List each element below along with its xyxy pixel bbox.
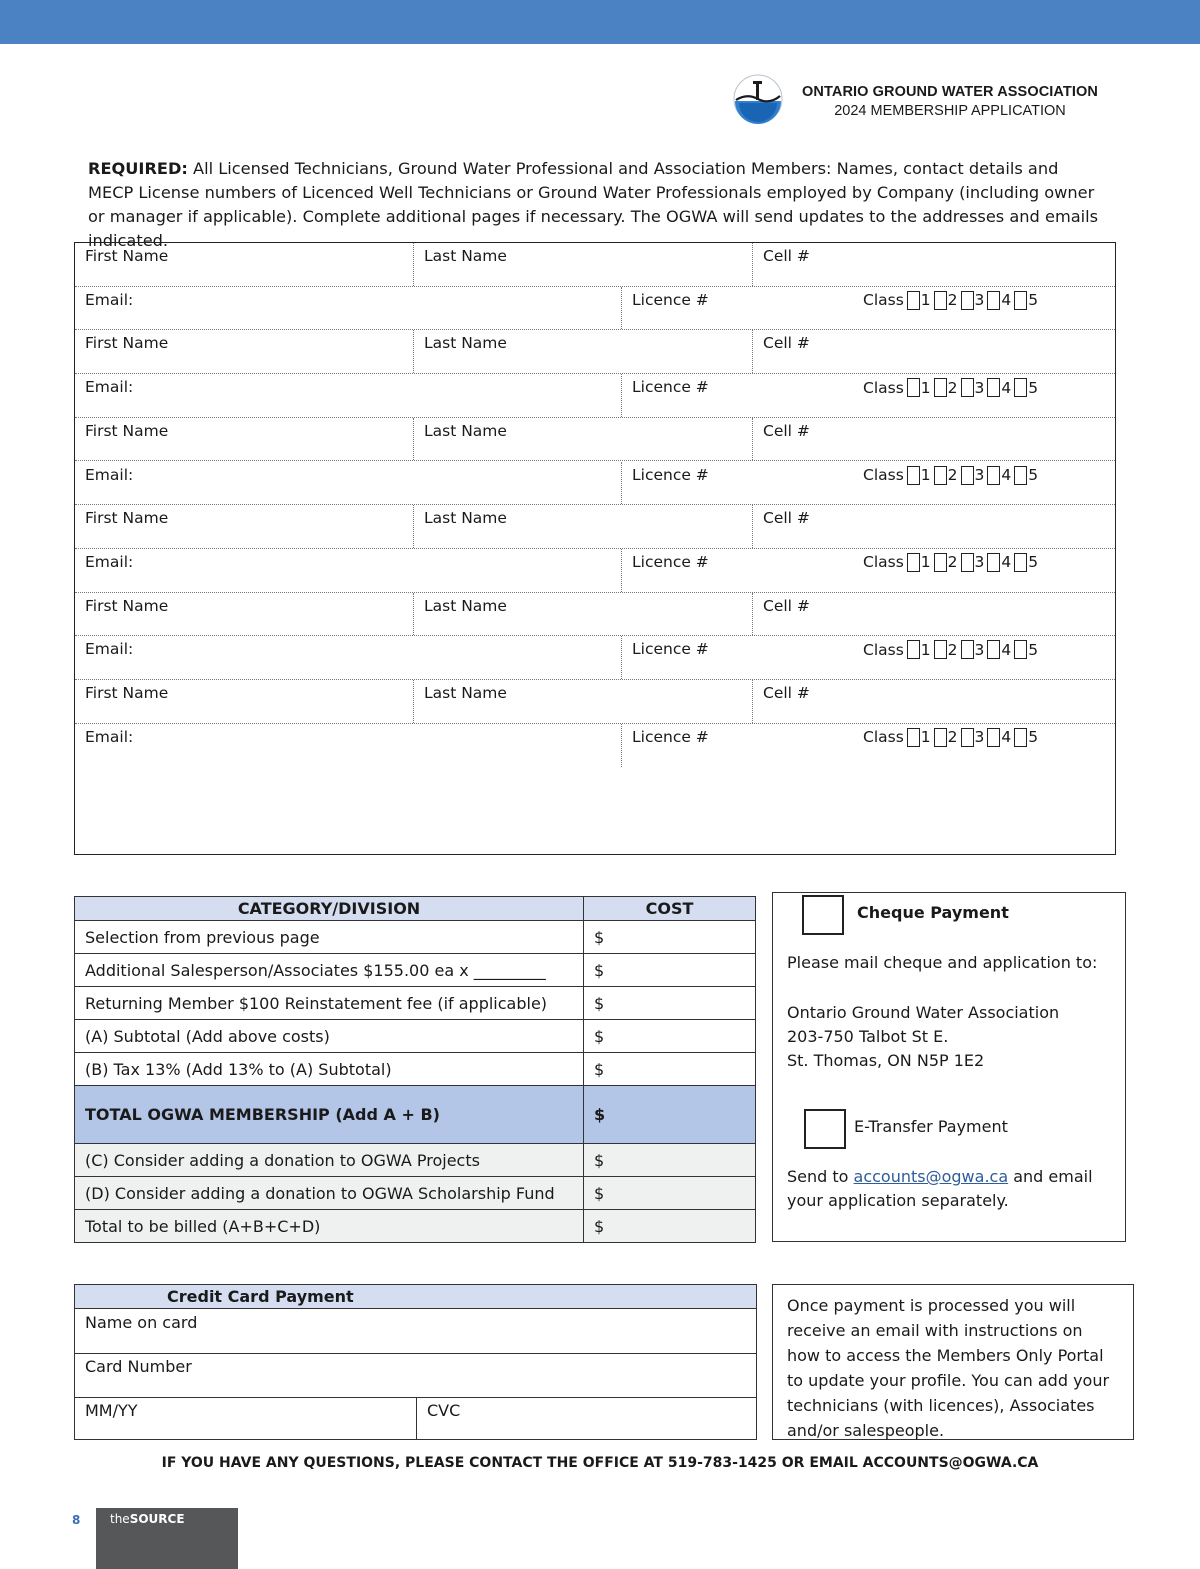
total-membership-row [75, 1086, 756, 1144]
contact-email-row [75, 374, 1115, 418]
address-street: 203-750 Talbot St E. [787, 1027, 949, 1046]
cost-row [75, 954, 756, 987]
cost-row [75, 1053, 756, 1086]
class-checkbox[interactable] [934, 640, 947, 659]
email-field[interactable]: Email: [85, 378, 134, 397]
billed-total-row [75, 1210, 756, 1243]
first-name-field[interactable]: First Name [85, 421, 169, 440]
class-checkbox[interactable] [1014, 728, 1027, 747]
cheque-checkbox[interactable] [802, 895, 844, 935]
contact-name-row [75, 680, 1115, 724]
class-checkbox[interactable] [1014, 640, 1027, 659]
class-option-label: 1 [920, 378, 931, 397]
class-checkbox[interactable] [907, 728, 920, 747]
donation-label: (C) Consider adding a donation to OGWA Projects [75, 1144, 584, 1177]
cost-row [75, 921, 756, 954]
class-option-label: 5 [1028, 378, 1039, 397]
licence-field[interactable]: Licence # [621, 549, 821, 592]
licence-field[interactable]: Licence # [621, 636, 821, 679]
class-option-label: 4 [1001, 728, 1012, 747]
class-option-label: 5 [1028, 466, 1039, 484]
cell-number-field[interactable]: Cell # [752, 418, 1115, 461]
class-option-label: 5 [1028, 640, 1039, 659]
class-option-label: 2 [947, 291, 958, 310]
class-checkbox[interactable] [987, 466, 1000, 485]
class-option-label: 1 [920, 466, 931, 484]
last-name-field[interactable]: Last Name [413, 505, 752, 548]
class-label: Class [863, 553, 904, 572]
cost-row-label: Selection from previous page [75, 921, 584, 954]
first-name-field[interactable]: First Name [85, 247, 169, 265]
mail-instruction: Please mail cheque and application to: [787, 953, 1098, 972]
class-option-label: 3 [974, 728, 985, 747]
cost-input[interactable]: $ [584, 954, 756, 987]
cell-number-field[interactable]: Cell # [752, 330, 1115, 373]
etransfer-checkbox[interactable] [804, 1109, 846, 1149]
donation-row [75, 1144, 756, 1177]
cell-number-field[interactable]: Cell # [752, 593, 1115, 636]
donation-label: (D) Consider adding a donation to OGWA Scholarship Fund [75, 1177, 584, 1210]
class-option-label: 1 [920, 553, 931, 572]
class-checkbox[interactable] [1014, 553, 1027, 572]
credit-card-table [74, 1284, 757, 1440]
contact-name-row [75, 418, 1115, 462]
class-checkbox[interactable] [987, 640, 1000, 659]
class-checkbox[interactable] [907, 553, 920, 572]
class-checkbox[interactable] [987, 378, 1000, 397]
licence-field[interactable]: Licence # [621, 462, 821, 505]
class-checkbox[interactable] [961, 640, 974, 659]
class-selector [863, 553, 1038, 572]
page-number: 8 [72, 1513, 81, 1527]
class-option-label: 3 [974, 553, 985, 572]
cost-input[interactable]: $ [584, 921, 756, 954]
cost-row [75, 987, 756, 1020]
accounts-email-link[interactable]: accounts@ogwa.ca [853, 1167, 1009, 1186]
page-header [733, 72, 1108, 128]
cost-input[interactable]: $ [584, 1020, 756, 1053]
class-option-label: 2 [947, 553, 958, 572]
donation-input[interactable]: $ [584, 1177, 756, 1210]
expiry-field[interactable]: MM/YY [85, 1401, 138, 1420]
send-to-text: Send to [787, 1167, 854, 1186]
application-title: 2024 MEMBERSHIP APPLICATION [834, 103, 1066, 119]
billed-total-label: Total to be billed (A+B+C+D) [75, 1210, 584, 1243]
contact-email-row [75, 724, 1115, 768]
class-option-label: 1 [920, 640, 931, 659]
cost-input[interactable]: $ [584, 1053, 756, 1086]
class-checkbox[interactable] [934, 553, 947, 572]
class-label: Class [863, 378, 904, 397]
class-option-label: 3 [974, 466, 985, 484]
cheque-payment-label: Cheque Payment [857, 903, 1009, 922]
contact-footer: IF YOU HAVE ANY QUESTIONS, PLEASE CONTACT THE OFFICE AT 519-783-1425 OR EMAIL ACCOUNTS@OGWA.CA [161, 1455, 1039, 1471]
category-header: CATEGORY/DIVISION [75, 897, 584, 921]
class-checkbox[interactable] [961, 553, 974, 572]
class-option-label: 3 [974, 291, 985, 310]
etransfer-payment-label: E-Transfer Payment [854, 1117, 1008, 1136]
class-option-label: 5 [1028, 291, 1039, 310]
email-field[interactable]: Email: [85, 552, 134, 571]
cost-table [74, 896, 756, 1243]
cost-input[interactable]: $ [584, 987, 756, 1020]
class-checkbox[interactable] [1014, 466, 1027, 485]
licence-field[interactable]: Licence # [621, 724, 821, 768]
last-name-field[interactable]: Last Name [413, 593, 752, 636]
class-selector [863, 466, 1038, 485]
required-label: REQUIRED: [88, 159, 188, 178]
class-option-label: 4 [1001, 466, 1012, 484]
last-name-field[interactable]: Last Name [413, 680, 752, 723]
cost-header: COST [584, 897, 756, 921]
class-option-label: 1 [920, 728, 931, 747]
class-checkbox[interactable] [934, 291, 947, 310]
cell-number-field[interactable]: Cell # [752, 243, 1115, 286]
contact-email-row [75, 287, 1115, 331]
email-field[interactable]: Email: [85, 640, 134, 659]
class-label: Class [863, 640, 904, 659]
name-on-card-field[interactable]: Name on card [85, 1313, 198, 1332]
class-option-label: 3 [974, 378, 985, 397]
class-checkbox[interactable] [961, 728, 974, 747]
last-name-field[interactable]: Last Name [413, 330, 752, 373]
class-option-label: 4 [1001, 378, 1012, 397]
class-option-label: 2 [947, 728, 958, 747]
class-selector [863, 291, 1038, 310]
class-option-label: 2 [947, 378, 958, 397]
first-name-field[interactable]: First Name [85, 596, 169, 615]
class-checkbox[interactable] [934, 466, 947, 485]
last-name-field[interactable]: Last Name [413, 418, 752, 461]
ogwa-logo-icon [733, 74, 783, 124]
contact-email-row [75, 636, 1115, 680]
class-checkbox[interactable] [907, 640, 920, 659]
address-name: Ontario Ground Water Association [787, 1003, 1060, 1022]
last-name-field[interactable]: Last Name [413, 243, 752, 286]
cost-row-label: (A) Subtotal (Add above costs) [75, 1020, 584, 1053]
contact-name-row [75, 330, 1115, 374]
send-to-line-2: your application separately. [787, 1191, 1009, 1210]
class-checkbox[interactable] [987, 291, 1000, 310]
licence-field[interactable]: Licence # [621, 287, 821, 330]
class-checkbox[interactable] [961, 291, 974, 310]
class-option-label: 5 [1028, 553, 1039, 572]
billed-total-input[interactable]: $ [584, 1210, 756, 1243]
class-checkbox[interactable] [907, 291, 920, 310]
credit-card-title: Credit Card Payment [75, 1285, 756, 1309]
class-option-label: 2 [947, 466, 958, 484]
card-number-field[interactable]: Card Number [85, 1357, 192, 1376]
class-option-label: 4 [1001, 553, 1012, 572]
donation-row [75, 1177, 756, 1210]
header-text [795, 84, 1105, 119]
address-city: St. Thomas, ON N5P 1E2 [787, 1051, 985, 1070]
donation-input[interactable]: $ [584, 1144, 756, 1177]
class-checkbox[interactable] [987, 728, 1000, 747]
email-field[interactable]: Email: [85, 727, 134, 746]
class-checkbox[interactable] [934, 728, 947, 747]
first-name-field[interactable]: First Name [85, 509, 169, 528]
cost-row-label: (B) Tax 13% (Add 13% to (A) Subtotal) [75, 1053, 584, 1086]
first-name-field[interactable]: First Name [85, 334, 169, 353]
intro-text: All Licensed Technicians, Ground Water Professional and Association Members: Names, contact details and MECP License numbers of Licenced Well Technicians or Ground Water Professionals employed by Company (including owner or manager if applicable). Complete additional pages if necessary. The OGWA will send updates to the addresses and emails indicated. [88, 159, 1099, 250]
class-selector [863, 728, 1038, 747]
class-checkbox[interactable] [1014, 291, 1027, 310]
class-label: Class [863, 728, 904, 747]
send-after-text: and email [1008, 1167, 1093, 1186]
cost-row-label: Returning Member $100 Reinstatement fee (if applicable) [75, 987, 584, 1020]
class-label: Class [863, 466, 904, 484]
portal-note: Once payment is processed you will receive an email with instructions on how to access the Members Only Portal to update your profile. You can add your technicians (with licences), Associates and/or salespeople. [772, 1284, 1134, 1440]
email-field[interactable]: Email: [85, 290, 134, 309]
licence-field[interactable]: Licence # [621, 374, 821, 417]
cvc-field[interactable]: CVC [416, 1397, 757, 1440]
class-checkbox[interactable] [934, 378, 947, 397]
contact-name-row [75, 243, 1115, 287]
first-name-field[interactable]: First Name [85, 684, 169, 702]
class-selector [863, 378, 1038, 397]
class-label: Class [863, 291, 904, 310]
class-selector [863, 640, 1038, 659]
organization-name: ONTARIO GROUND WATER ASSOCIATION [802, 84, 1098, 100]
cell-number-field[interactable]: Cell # [752, 680, 1115, 723]
class-checkbox[interactable] [1014, 378, 1027, 397]
technician-contact-grid [74, 242, 1116, 855]
class-option-label: 4 [1001, 291, 1012, 310]
class-option-label: 1 [920, 291, 931, 310]
class-checkbox[interactable] [907, 466, 920, 485]
send-to-line [787, 1164, 1093, 1189]
brand-prefix: the [110, 1512, 130, 1526]
intro-paragraph [88, 157, 1108, 253]
class-checkbox[interactable] [907, 378, 920, 397]
class-option-label: 4 [1001, 640, 1012, 659]
cost-table-header [75, 897, 756, 921]
payment-options-box [772, 892, 1126, 1242]
class-option-label: 2 [947, 640, 958, 659]
total-label: TOTAL OGWA MEMBERSHIP (Add A + B) [75, 1086, 584, 1144]
top-color-band [0, 0, 1200, 44]
contact-email-row [75, 462, 1115, 506]
class-option-label: 3 [974, 640, 985, 659]
class-checkbox[interactable] [961, 378, 974, 397]
class-checkbox[interactable] [961, 466, 974, 485]
contact-email-row [75, 549, 1115, 593]
cost-row-label: Additional Salesperson/Associates $155.00 ea x _________ [75, 954, 584, 987]
class-checkbox[interactable] [987, 553, 1000, 572]
cost-row [75, 1020, 756, 1053]
contact-name-row [75, 505, 1115, 549]
cell-number-field[interactable]: Cell # [752, 505, 1115, 548]
class-option-label: 5 [1028, 728, 1039, 747]
brand-name: SOURCE [129, 1512, 185, 1526]
publication-brand [96, 1508, 238, 1569]
email-field[interactable]: Email: [85, 465, 134, 484]
contact-name-row [75, 593, 1115, 637]
total-cost-input[interactable]: $ [584, 1086, 756, 1144]
